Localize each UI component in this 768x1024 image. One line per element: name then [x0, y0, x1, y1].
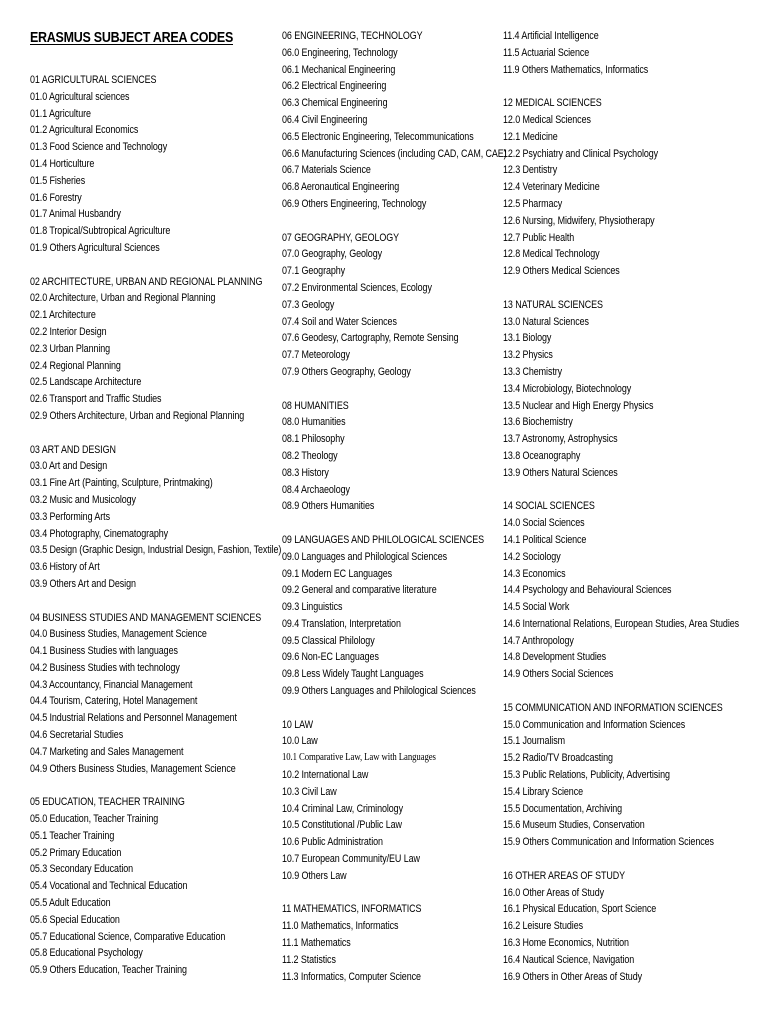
list-item: 06.0 Engineering, Technology — [282, 46, 398, 59]
section-heading: 06 ENGINEERING, TECHNOLOGY — [282, 30, 423, 42]
list-item: 07.2 Environmental Sciences, Ecology — [282, 281, 432, 294]
list-item: 01.4 Horticulture — [30, 157, 95, 170]
list-item: 12.7 Public Health — [503, 231, 575, 244]
list-item: 09.1 Modern EC Languages — [282, 567, 393, 580]
list-item: 01.0 Agricultural sciences — [30, 90, 130, 103]
list-item: 06.8 Aeronautical Engineering — [282, 181, 400, 194]
section-07 — [282, 230, 498, 381]
column-3 — [503, 28, 763, 1002]
column-1 — [30, 28, 282, 996]
section-04 — [30, 610, 276, 778]
list-item: 05.8 Educational Psychology — [30, 947, 143, 960]
list-item: 13.1 Biology — [503, 332, 552, 345]
list-item: 11.0 Mathematics, Informatics — [282, 920, 399, 933]
list-item: 04.1 Business Studies with languages — [30, 645, 178, 658]
list-item: 13.8 Oceanography — [503, 449, 581, 462]
list-item: 02.3 Urban Planning — [30, 342, 111, 355]
list-item: 15.4 Library Science — [503, 785, 583, 798]
list-item: 09.5 Classical Philology — [282, 634, 375, 647]
list-item: 05.6 Special Education — [30, 913, 120, 926]
list-item: 11.4 Artificial Intelligence — [503, 30, 599, 42]
list-item: 13.4 Microbiology, Biotechnology — [503, 382, 632, 395]
section-heading: 10 LAW — [282, 718, 314, 731]
list-item: 03.5 Design (Graphic Design, Industrial Design, Fashion, Textile) — [30, 544, 282, 557]
list-item: 06.9 Others Engineering, Technology — [282, 197, 427, 210]
section-heading: 02 ARCHITECTURE, URBAN AND REGIONAL PLANNING — [30, 275, 263, 288]
list-item: 14.7 Anthropology — [503, 634, 574, 647]
list-item: 13.3 Chemistry — [503, 365, 563, 378]
list-item: 12.9 Others Medical Sciences — [503, 265, 620, 278]
section-11-continued — [503, 28, 763, 78]
section-14 — [503, 498, 763, 683]
list-item: 05.9 Others Education, Teacher Training — [30, 964, 187, 977]
section-16 — [503, 868, 763, 986]
list-item: 12.5 Pharmacy — [503, 197, 563, 210]
section-heading: 05 EDUCATION, TEACHER TRAINING — [30, 796, 185, 809]
list-item: 04.4 Tourism, Catering, Hotel Management — [30, 695, 198, 708]
list-item: 08.0 Humanities — [282, 416, 346, 429]
section-heading: 09 LANGUAGES AND PHILOLOGICAL SCIENCES — [282, 533, 485, 546]
list-item: 07.4 Soil and Water Sciences — [282, 315, 397, 328]
list-item: 06.5 Electronic Engineering, Telecommunications — [282, 130, 474, 143]
section-heading: 08 HUMANITIES — [282, 399, 349, 412]
list-item: 03.2 Music and Musicology — [30, 493, 136, 506]
section-heading: 01 AGRICULTURAL SCIENCES — [30, 74, 157, 86]
list-item: 09.3 Linguistics — [282, 601, 343, 614]
list-item: 08.1 Philosophy — [282, 433, 345, 446]
list-item: 12.4 Veterinary Medicine — [503, 181, 600, 194]
list-item: 04.9 Others Business Studies, Management Science — [30, 762, 236, 775]
list-item: 12.3 Dentistry — [503, 164, 558, 177]
list-item: 14.1 Political Science — [503, 533, 587, 546]
list-item: 09.6 Non-EC Languages — [282, 651, 379, 664]
list-item: 11.1 Mathematics — [282, 937, 351, 950]
list-item: 15.6 Museum Studies, Conservation — [503, 819, 645, 832]
section-06 — [282, 28, 507, 213]
list-item: 01.7 Animal Husbandry — [30, 208, 121, 221]
list-item: 03.9 Others Art and Design — [30, 577, 136, 590]
list-item: 04.6 Secretarial Studies — [30, 729, 124, 742]
list-item: 10.1 Comparative Law, Law with Languages — [282, 752, 436, 764]
section-11 — [282, 901, 498, 985]
list-item: 14.3 Economics — [503, 567, 566, 580]
section-heading: 13 NATURAL SCIENCES — [503, 298, 603, 311]
list-item: 16.1 Physical Education, Sport Science — [503, 903, 657, 916]
section-02 — [30, 274, 276, 425]
list-item: 09.4 Translation, Interpretation — [282, 617, 401, 630]
section-heading: 03 ART AND DESIGN — [30, 443, 116, 456]
section-08 — [282, 398, 498, 516]
section-01 — [30, 72, 276, 257]
list-item: 04.7 Marketing and Sales Management — [30, 745, 184, 758]
section-15 — [503, 700, 763, 851]
list-item: 06.7 Materials Science — [282, 164, 371, 177]
list-item: 04.2 Business Studies with technology — [30, 661, 180, 674]
list-item: 12.1 Medicine — [503, 130, 558, 143]
list-item: 01.3 Food Science and Technology — [30, 141, 168, 154]
list-item: 10.2 International Law — [282, 769, 369, 782]
list-item: 16.0 Other Areas of Study — [503, 886, 604, 899]
list-item: 02.9 Others Architecture, Urban and Regional Planning — [30, 409, 245, 422]
list-item: 07.3 Geology — [282, 298, 335, 311]
section-13 — [503, 297, 763, 482]
list-item: 05.3 Secondary Education — [30, 863, 134, 876]
list-item: 14.5 Social Work — [503, 601, 570, 614]
list-item: 09.0 Languages and Philological Sciences — [282, 550, 447, 563]
list-item: 01.5 Fisheries — [30, 174, 86, 187]
list-item: 15.2 Radio/TV Broadcasting — [503, 752, 613, 765]
list-item: 10.3 Civil Law — [282, 785, 337, 798]
list-item: 01.1 Agriculture — [30, 107, 91, 120]
list-item: 05.7 Educational Science, Comparative Education — [30, 930, 226, 943]
list-item: 10.5 Constitutional /Public Law — [282, 819, 402, 832]
list-item: 06.6 Manufacturing Sciences (including CAD, CAM, CAE) — [282, 147, 507, 160]
list-item: 12.2 Psychiatry and Clinical Psychology — [503, 147, 659, 160]
list-item: 16.3 Home Economics, Nutrition — [503, 937, 629, 950]
list-item: 01.9 Others Agricultural Sciences — [30, 241, 160, 254]
list-item: 02.1 Architecture — [30, 309, 96, 322]
list-item: 02.6 Transport and Traffic Studies — [30, 393, 162, 406]
section-12 — [503, 95, 763, 280]
section-heading: 12 MEDICAL SCIENCES — [503, 97, 602, 110]
list-item: 08.2 Theology — [282, 449, 338, 462]
list-item: 08.4 Archaeology — [282, 483, 350, 496]
list-item: 13.7 Astronomy, Astrophysics — [503, 433, 618, 446]
list-item: 13.6 Biochemistry — [503, 416, 573, 429]
list-item: 16.2 Leisure Studies — [503, 920, 583, 933]
list-item: 09.8 Less Widely Taught Languages — [282, 668, 424, 681]
list-item: 11.9 Others Mathematics, Informatics — [503, 63, 649, 76]
list-item: 16.4 Nautical Science, Navigation — [503, 953, 635, 966]
list-item: 02.4 Regional Planning — [30, 359, 121, 372]
list-item: 01.8 Tropical/Subtropical Agriculture — [30, 225, 171, 238]
page-title: ERASMUS SUBJECT AREA CODES — [30, 30, 234, 46]
list-item: 05.1 Teacher Training — [30, 829, 115, 842]
list-item: 12.8 Medical Technology — [503, 248, 600, 261]
list-item: 02.5 Landscape Architecture — [30, 376, 142, 389]
list-item: 14.8 Development Studies — [503, 651, 607, 664]
list-item: 06.2 Electrical Engineering — [282, 80, 387, 93]
section-05 — [30, 794, 276, 979]
list-item: 10.6 Public Administration — [282, 836, 383, 849]
section-03 — [30, 442, 282, 593]
list-item: 04.0 Business Studies, Management Science — [30, 628, 207, 641]
list-item: 14.0 Social Sciences — [503, 517, 585, 530]
list-item: 13.9 Others Natural Sciences — [503, 466, 618, 479]
list-item: 03.1 Fine Art (Painting, Sculpture, Printmaking) — [30, 477, 213, 490]
list-item: 07.9 Others Geography, Geology — [282, 365, 411, 378]
column-2 — [282, 28, 507, 1002]
list-item: 15.3 Public Relations, Publicity, Advertising — [503, 769, 670, 782]
list-item: 15.1 Journalism — [503, 735, 565, 748]
list-item: 07.6 Geodesy, Cartography, Remote Sensing — [282, 332, 459, 345]
list-item: 13.5 Nuclear and High Energy Physics — [503, 399, 654, 412]
list-item: 09.2 General and comparative literature — [282, 584, 437, 597]
list-item: 07.7 Meteorology — [282, 349, 350, 362]
section-heading: 16 OTHER AREAS OF STUDY — [503, 869, 625, 882]
list-item: 10.0 Law — [282, 735, 318, 748]
list-item: 15.5 Documentation, Archiving — [503, 802, 623, 815]
list-item: 14.9 Others Social Sciences — [503, 668, 614, 681]
list-item: 15.0 Communication and Information Sciences — [503, 718, 686, 731]
list-item: 05.2 Primary Education — [30, 846, 122, 859]
section-heading: 07 GEOGRAPHY, GEOLOGY — [282, 231, 400, 244]
list-item: 03.4 Photography, Cinematography — [30, 527, 169, 540]
list-item: 09.9 Others Languages and Philological Sciences — [282, 685, 476, 698]
list-item: 08.3 History — [282, 466, 329, 479]
section-09 — [282, 532, 498, 700]
list-item: 04.3 Accountancy, Financial Management — [30, 678, 193, 691]
list-item: 07.0 Geography, Geology — [282, 248, 382, 261]
section-heading: 14 SOCIAL SCIENCES — [503, 500, 595, 513]
list-item: 05.4 Vocational and Technical Education — [30, 880, 188, 893]
list-item: 07.1 Geography — [282, 265, 346, 278]
list-item: 11.2 Statistics — [282, 953, 336, 966]
list-item: 16.9 Others in Other Areas of Study — [503, 970, 642, 983]
list-item: 06.3 Chemical Engineering — [282, 97, 388, 110]
list-item: 11.5 Actuarial Science — [503, 46, 590, 59]
section-heading: 11 MATHEMATICS, INFORMATICS — [282, 903, 422, 916]
list-item: 11.3 Informatics, Computer Science — [282, 970, 421, 983]
list-item: 13.2 Physics — [503, 349, 553, 362]
list-item: 04.5 Industrial Relations and Personnel Management — [30, 712, 237, 725]
section-heading: 15 COMMUNICATION AND INFORMATION SCIENCES — [503, 701, 723, 714]
list-item: 02.0 Architecture, Urban and Regional Planning — [30, 292, 216, 305]
list-item: 12.6 Nursing, Midwifery, Physiotherapy — [503, 214, 655, 227]
list-item: 14.6 International Relations, European Studies, Area Studies — [503, 617, 740, 630]
section-10 — [282, 717, 498, 885]
list-item: 01.6 Forestry — [30, 191, 82, 204]
list-item: 03.0 Art and Design — [30, 460, 108, 473]
list-item: 02.2 Interior Design — [30, 325, 107, 338]
list-item: 10.7 European Community/EU Law — [282, 853, 420, 866]
list-item: 06.4 Civil Engineering — [282, 113, 368, 126]
list-item: 10.9 Others Law — [282, 869, 347, 882]
list-item: 05.0 Education, Teacher Training — [30, 813, 159, 826]
list-item: 05.5 Adult Education — [30, 897, 111, 910]
list-item: 03.6 History of Art — [30, 561, 100, 574]
list-item: 08.9 Others Humanities — [282, 500, 375, 513]
section-heading: 04 BUSINESS STUDIES AND MANAGEMENT SCIENCES — [30, 611, 262, 624]
list-item: 14.2 Sociology — [503, 550, 561, 563]
list-item: 14.4 Psychology and Behavioural Sciences — [503, 584, 672, 597]
list-item: 01.2 Agricultural Economics — [30, 124, 139, 137]
list-item: 12.0 Medical Sciences — [503, 113, 591, 126]
list-item: 13.0 Natural Sciences — [503, 315, 589, 328]
list-item: 10.4 Criminal Law, Criminology — [282, 802, 403, 815]
list-item: 06.1 Mechanical Engineering — [282, 63, 396, 76]
list-item: 03.3 Performing Arts — [30, 510, 110, 523]
list-item: 15.9 Others Communication and Information Sciences — [503, 836, 714, 849]
